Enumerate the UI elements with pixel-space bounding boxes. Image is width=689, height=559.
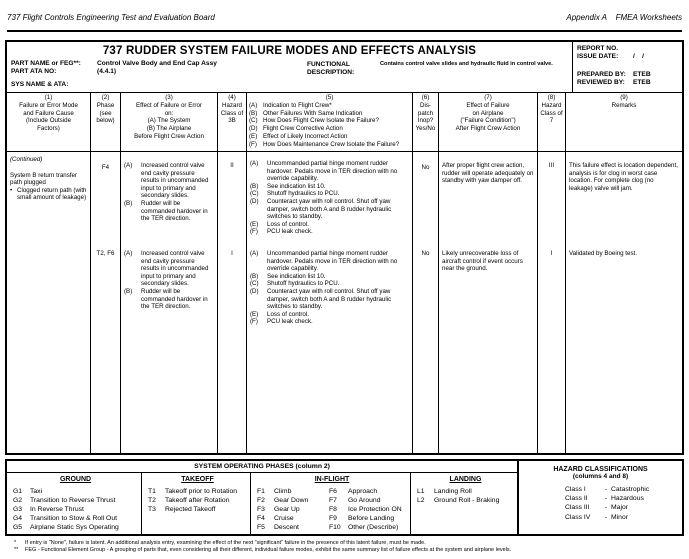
phase-entry-2: T2, F6 xyxy=(96,250,115,257)
landing-heading: LANDING xyxy=(449,476,482,483)
dispatch-entry-1: No xyxy=(421,164,430,171)
footnote-1: * If entry is "None", failure is latent. An additional analysis entry, examining the effect of the next "significant" failure in the presence of this latent failure, must be made. xyxy=(14,540,426,546)
operating-phases-title: SYSTEM OPERATING PHASES (column 2) xyxy=(7,461,517,473)
operating-phases-box xyxy=(5,459,519,536)
body-col-effect-after xyxy=(439,152,538,453)
worksheet-body xyxy=(7,152,682,453)
title-block-left xyxy=(7,42,572,92)
inflight-heading: IN-FLIGHT xyxy=(314,476,350,483)
part-name-label: PART NAME or FEG**: xyxy=(11,60,81,67)
ground-heading: GROUND xyxy=(59,476,92,483)
title-block xyxy=(7,42,682,93)
col-header-8: (8) Hazard Class of 7 xyxy=(538,93,566,151)
hazard3b-entry-1: II xyxy=(230,162,234,169)
inflight-right-list: F6 Approach F7 Go Around F8 Ice Protection ON F9 Before Landing F10 Other (Describe) xyxy=(329,488,402,531)
reviewed-by-label: REVIEWED BY: xyxy=(577,79,625,87)
sys-name-label: SYS NAME & ATA: xyxy=(11,81,69,89)
worksheet-title: 737 RUDDER SYSTEM FAILURE MODES AND EFFECTS ANALYSIS xyxy=(102,45,477,57)
report-no-row xyxy=(577,45,682,53)
body-col-remarks xyxy=(566,152,682,453)
body-col-effects xyxy=(121,152,218,453)
part-ata-row xyxy=(11,68,217,76)
failure-cause-bullet: • Clogged return path (with small amount of leakage) xyxy=(10,186,87,202)
col-header-7: (7) Effect of Failure on Airplane ("Failure Condition") After Flight Crew Action xyxy=(439,93,538,151)
takeoff-heading: TAKEOFF xyxy=(181,476,214,483)
col-header-4: (4) Hazard Class of 3B xyxy=(218,93,247,151)
reviewed-by-value: ETEB xyxy=(633,79,651,87)
header-rule xyxy=(7,30,682,32)
bottom-legend xyxy=(5,459,684,536)
effects-entry-2: (A) Increased control valve end cavity pressure results in uncommanded input to primary and secondary slides. (B) Rudder will be commanded hardover in the TER direction. xyxy=(124,250,209,311)
indications-entry-2: (A) Uncommanded partial hinge moment rudder hardover. Pedals move in TER direction with no override capability. (B) See indication list 10. (C) Shutoff hydraulics to PCU. (D) Counteract yaw with roll control. Shut off yaw damper, switch both A and B rudder hydraulic switches to standby. (E) Loss of control. (F) PCU leak check. xyxy=(250,250,398,326)
column-headers xyxy=(7,93,682,152)
hazard3b-entry-2: I xyxy=(231,250,233,257)
col-header-9: (9) Remarks xyxy=(611,94,637,109)
indications-entry-1: (A) Uncommanded partial hinge moment rudder hardover. Pedals move in TER direction with no override capability. (B) See indication list 10. (C) Shutoff hydraulics to PCU. (D) Counteract yaw with roll control. Shut off yaw damper, switch both A and B rudder hydraulic switches to standby. (E) Loss of control. (F) PCU leak check. xyxy=(250,160,398,236)
prepared-by-row xyxy=(577,71,682,79)
col-header-3: (3) Effect of Failure or Error on: (A) The System (B) The Airplane Before Flight Crew Action xyxy=(121,93,218,151)
bullet-icon: • xyxy=(10,186,13,194)
part-ata-label: PART ATA NO: xyxy=(11,68,57,76)
worksheet-frame xyxy=(5,40,684,455)
phases-landing-column: LANDING L1 Landing Roll L2 Ground Roll - Braking xyxy=(411,473,517,534)
footnotes xyxy=(14,540,681,554)
phases-takeoff-column: TAKEOFF T1 Takeoff prior to Rotation T2 Takeoff after Rotation T3 Rejected Takeoff xyxy=(142,473,251,534)
col-header-6: (6) Dis- patch Inop? Yes/No xyxy=(413,93,439,151)
inflight-left-list: F1 Climb F2 Gear Down F3 Gear Up F4 Cruise F5 Descent xyxy=(257,488,309,531)
part-ata-value: (4.4.1) xyxy=(97,68,117,76)
effect-after-entry-1: After proper flight crew action, rudder will operate adequately on standby with yaw damper off. xyxy=(442,162,534,185)
col-header-5: (5) (A) Indication to Flight Crew* (B) Other Failures With Same Indication (C) How Does Flight Crew Isolate the Failure? (D) Flight Crew Corrective Action (E) Effect of Likely Incorrect Action (F) How Does Maintenance Crew Isolate the Failure? xyxy=(247,93,413,151)
footnote-2: ** FEG - Functional Element Group - A grouping of parts that, even considering all their different, individual failure modes, exhibit the same summary list of failure effects at the system and airplane levels. xyxy=(14,546,512,553)
body-col-phase xyxy=(91,152,121,453)
hazard7-entry-1: III xyxy=(548,162,555,169)
issue-date-value: / / xyxy=(633,53,644,61)
part-name-row xyxy=(11,60,217,68)
functional-description-label: FUNCTIONAL DESCRIPTION: xyxy=(307,61,355,77)
running-header-right: Appendix A FMEA Worksheets xyxy=(566,13,682,22)
issue-date-row xyxy=(577,53,682,61)
running-header xyxy=(7,13,682,22)
effects-entry-1: (A) Increased control valve end cavity pressure results in uncommanded input to primary and secondary slides. (B) Rudder will be commanded hardover in the TER direction. xyxy=(124,162,209,223)
hazard7-entry-2: I xyxy=(550,250,553,257)
hazard-classifications-box xyxy=(519,459,684,536)
body-col-dispatch xyxy=(413,152,439,453)
functional-description-value: Contains control valve slides and hydraulic fluid in control valve. xyxy=(380,61,553,67)
remarks-entry-2: Validated by Boeing test. xyxy=(569,250,637,257)
prepared-by-value: ETEB xyxy=(633,70,651,78)
hazard-classifications-list: Class I - Catastrophic Class II - Hazardous Class III - Major Class IV - Minor xyxy=(565,486,650,521)
remarks-entry-1: This failure effect is location dependent, analysis is for clog in worst case location. For complete clog (no leakage) valve will jam. xyxy=(569,162,678,192)
phase-entry-1: F4 xyxy=(101,164,110,171)
failure-mode-cell xyxy=(10,156,87,250)
body-col-failure-mode xyxy=(7,152,91,453)
phases-inflight-column xyxy=(251,473,411,534)
continued-note: (Continued) xyxy=(10,156,43,163)
issue-date-label: ISSUE DATE: xyxy=(577,53,619,61)
report-box-spacer xyxy=(577,62,682,71)
report-info-box xyxy=(572,42,682,92)
part-identification xyxy=(11,60,217,90)
effect-after-entry-2: Likely unrecoverable loss of aircraft control if event occurs near the ground. xyxy=(442,250,523,273)
col-header-1: (1) Failure or Error Mode and Failure Cause (Include Outside Factors) xyxy=(7,93,91,151)
body-col-hazard-3b xyxy=(218,152,247,453)
body-col-hazard-7 xyxy=(538,152,566,453)
hazard-classifications-title: HAZARD CLASSIFICATIONS xyxy=(553,466,648,473)
failure-mode-text: System B return transfer path plugged xyxy=(10,171,78,187)
dispatch-entry-2: No xyxy=(421,250,430,257)
prepared-by-label: PREPARED BY: xyxy=(577,70,626,78)
report-no-label: REPORT NO. xyxy=(577,45,619,52)
col-header-2: (2) Phase (see below) xyxy=(91,93,121,151)
reviewed-by-row xyxy=(577,79,682,87)
sys-name-row xyxy=(11,81,217,89)
body-col-indications xyxy=(247,152,413,453)
running-header-left: 737 Flight Controls Engineering Test and Evaluation Board xyxy=(7,13,215,22)
phases-ground-column: GROUND G1 Taxi G2 Transition to Reverse Thrust G3 In Reverse Thrust G4 Transition to Stow & Roll Out G5 Airplane Static Sys Operating xyxy=(7,473,142,534)
part-name-value: Control Valve Body and End Cap Assy xyxy=(97,60,217,67)
hazard-classifications-subtitle: (columns 4 and 8) xyxy=(572,473,629,480)
